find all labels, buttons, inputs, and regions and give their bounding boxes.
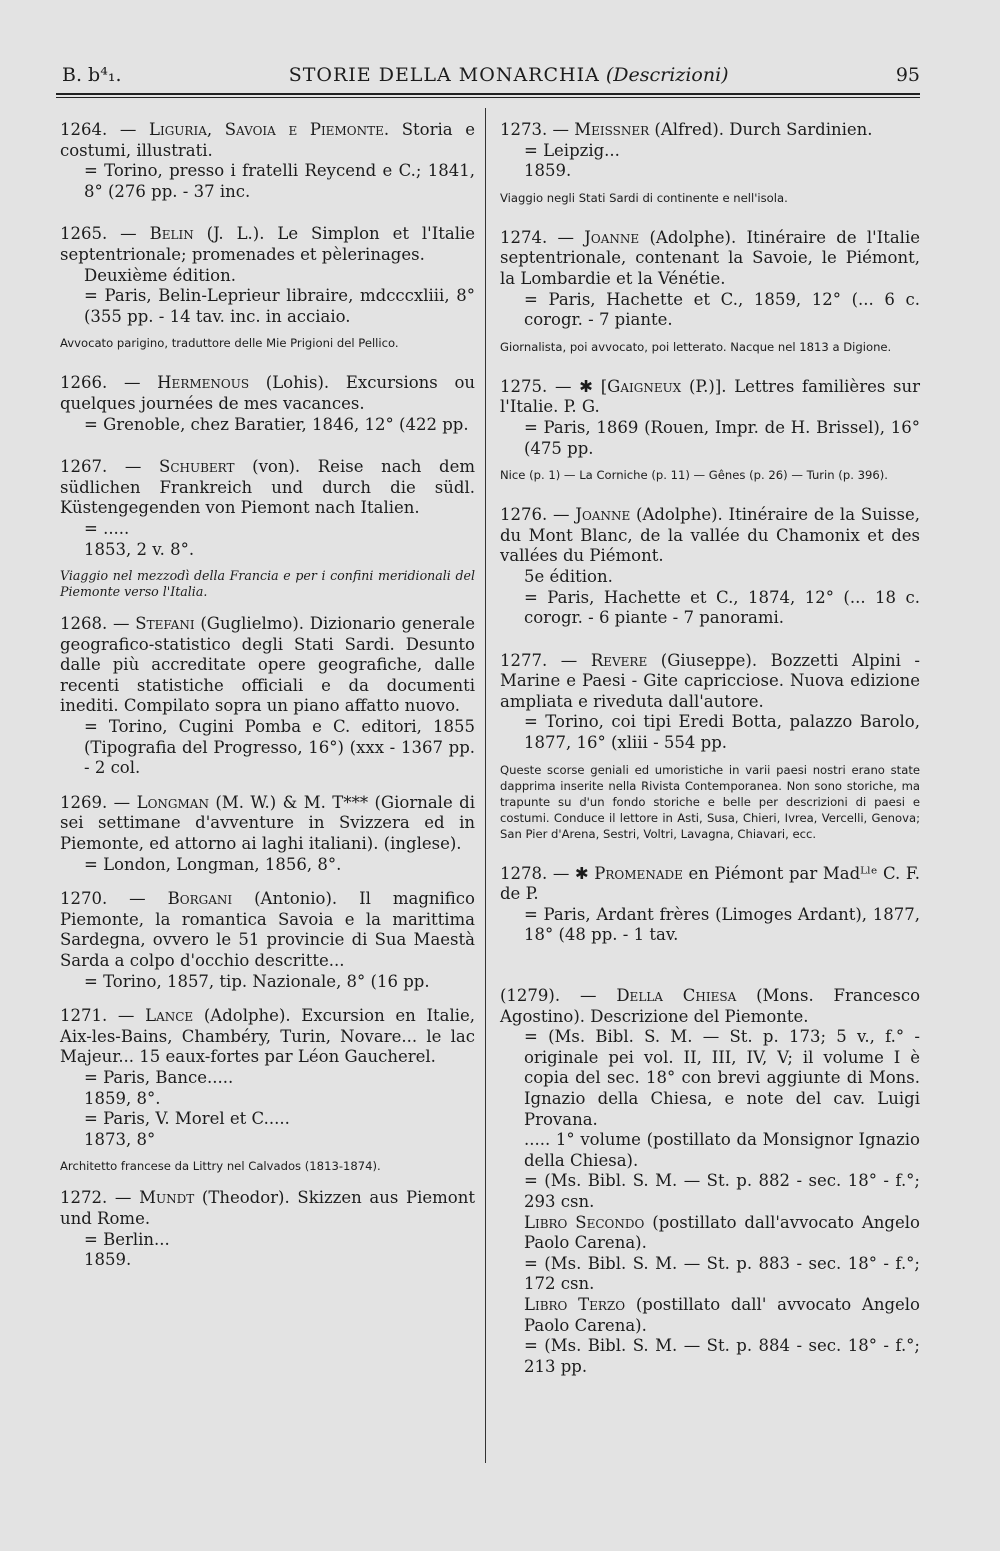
entry-author: Belin	[149, 224, 194, 244]
entry-imprint: = Paris, Hachette et C., 1874, 12° (... 18 c. corogr. - 6 piante - 7 panorami.	[524, 587, 920, 628]
entry-1271	[60, 1006, 475, 1150]
running-title-sub: (Descrizioni)	[605, 64, 729, 86]
entry-1265	[60, 224, 475, 327]
entry-imprint: = Paris, V. Morel et C.....	[84, 1109, 290, 1129]
entry-1270	[60, 889, 475, 992]
entry-number: 1278. — ✱	[500, 863, 589, 883]
entry-title: (Adolphe). Itinéraire de la Suisse, du Mont Blanc, de la vallée du Chamonix et des vallées du Piémont.	[500, 505, 920, 566]
entry-title: (Guglielmo). Dizionario generale geografico-statistico degli Stati Sardi. Desunto dalle più accreditate opere geografiche, dalle recenti statistiche officiali e da documenti inediti. Compilato sopra un piano affatto nuovo.	[60, 614, 476, 716]
entry-number: (1279). —	[500, 986, 597, 1006]
entry-imprint-year: 1859, 8°.	[84, 1088, 161, 1108]
entry-number: 1276. —	[500, 505, 570, 525]
entry-title: (M. W.) & M. T*** (Giornale di sei settimane d'avventure in Svizzera ed in Piemonte, ed attorno ai laghi italiani). (inglese).	[60, 792, 475, 854]
entry-imprint: = (Ms. Bibl. S. M. — St. p. 883 - sec. 18° - f.°; 172 csn.	[524, 1253, 920, 1294]
entry-imprint: = Paris, 1869 (Rouen, Impr. de H. Brissel), 16° (475 pp.	[524, 417, 920, 458]
entry-imprint: = Berlin...	[84, 1229, 170, 1249]
entry-imprint-year: 1853, 2 v. 8°.	[84, 539, 195, 559]
entry-imprint: = Torino, Cugini Pomba e C. editori, 1855 (Tipografia del Progresso, 16°) (xxx - 1367 pp. - 2 col.	[84, 717, 475, 778]
entry-1276	[500, 505, 920, 629]
entry-author: Promenade	[594, 863, 683, 883]
entry-note: Viaggio nel mezzodì della Francia e per i confini meridionali del Piemonte verso l'Italia.	[60, 568, 475, 600]
column-divider	[485, 108, 486, 1463]
entry-number: 1270. —	[60, 889, 146, 909]
entry-1267	[60, 457, 475, 560]
entry-author: Borgani	[167, 889, 233, 909]
entry-author: Schubert	[159, 457, 235, 477]
entry-imprint: = (Ms. Bibl. S. M. — St. p. 882 - sec. 18° - f.°; 293 csn.	[524, 1171, 920, 1211]
entry-imprint: = Paris, Hachette et C., 1859, 12° (... 6 c. corogr. - 7 piante.	[524, 289, 920, 330]
entry-title: (Antonio). Il magnifico Piemonte, la romantica Savoia e la marittima Sardegna, ovvero le 51 provincie di Sua Maestà Sarda a colpo d'occhio descritte...	[60, 889, 475, 970]
entry-note: Avvocato parigino, traduttore delle Mie Prigioni del Pellico.	[60, 336, 399, 351]
entry-author: Longman	[136, 792, 209, 812]
entry-number: 1277. —	[500, 650, 578, 670]
book-heading: Libro Terzo	[524, 1294, 626, 1314]
entry-author: Meissner	[574, 120, 650, 139]
entry-1264	[60, 120, 475, 202]
entry-number: 1269. —	[60, 792, 131, 812]
page-number: 95	[895, 64, 920, 86]
entry-imprint: = London, Longman, 1856, 8°.	[84, 854, 342, 874]
entry-title: (Giuseppe). Bozzetti Alpini - Marine e Paesi - Gite capricciose. Nuova edizione ampliata e riveduta dall'autore.	[500, 650, 920, 711]
entry-edition: Deuxième édition.	[84, 265, 236, 285]
entry-volume: ..... 1° volume (postillato da Monsignor Ignazio della Chiesa).	[524, 1130, 920, 1170]
entry-author: Liguria, Savoia e Piemonte.	[149, 120, 390, 139]
header-rule-thick	[56, 93, 920, 95]
entry-1272	[60, 1188, 475, 1270]
entry-1275	[500, 377, 920, 459]
running-header	[62, 58, 920, 92]
entry-imprint: = Paris, Belin-Leprieur libraire, mdcccxliii, 8° (355 pp. - 14 tav. inc. in acciaio.	[84, 286, 475, 326]
book-text: (postillato dall' avvocato Angelo Paolo Carena).	[524, 1294, 920, 1335]
entry-author: Della Chiesa	[616, 986, 737, 1006]
entry-author: Mundt	[139, 1188, 195, 1208]
book-text: (postillato dall'avvocato Angelo Paolo Carena).	[524, 1212, 920, 1253]
entry-number: 1264. —	[60, 120, 137, 139]
entry-imprint: = Paris, Bance.....	[84, 1067, 234, 1087]
entry-number: 1273. —	[500, 120, 569, 139]
entry-title: (J. L.). Le Simplon et l'Italie septentrionale; promenades et pèlerinages.	[60, 224, 476, 264]
entry-title: (von). Reise nach dem südlichen Frankreich und durch die südl. Küstengegenden von Piemont nach Italien.	[60, 457, 476, 518]
entry-title: en Piémont par Madᴸˡᵉ C. F. de P.	[500, 863, 920, 904]
entry-book-3	[500, 1295, 920, 1336]
entry-title: (Theodor). Skizzen aus Piemont und Rome.	[60, 1188, 475, 1228]
entry-title: (Adolphe). Excursion en Italie, Aix-les-Bains, Chambéry, Turin, Novare... le lac Majeur... 15 eaux-fortes par Léon Gaucherel.	[60, 1006, 476, 1067]
entry-author: Revere	[590, 650, 648, 670]
entry-note: Nice (p. 1) — La Corniche (p. 11) — Gênes (p. 26) — Turin (p. 396).	[500, 468, 888, 483]
entry-imprint: = Grenoble, chez Baratier, 1846, 12° (422 pp.	[84, 414, 469, 434]
entry-imprint: = .....	[84, 518, 130, 538]
entry-1266	[60, 373, 475, 435]
header-rule-thin	[56, 97, 920, 98]
entry-imprint: = Paris, Ardant frères (Limoges Ardant), 1877, 18° (48 pp. - 1 tav.	[524, 904, 920, 945]
entry-1277	[500, 651, 920, 754]
entry-title: (Adolphe). Itinéraire de l'Italie septentrionale, contenant la Savoie, le Piémont, la Lombardie et la Vénétie.	[500, 227, 920, 288]
entry-1273	[500, 120, 920, 182]
left-column	[60, 120, 475, 1271]
entry-book-2	[500, 1213, 920, 1254]
entry-title: (Lohis). Excursions ou quelques journées de mes vacances.	[60, 373, 476, 413]
entry-author: Hermenous	[157, 373, 250, 393]
entry-title: (P.)]. Lettres familières sur l'Italie. P. G.	[500, 376, 921, 417]
entry-number: 1267. —	[60, 457, 142, 477]
entry-author: [Gaigneux	[600, 376, 682, 396]
entry-imprint: = Torino, coi tipi Eredi Botta, palazzo Barolo, 1877, 16° (xliii - 554 pp.	[524, 712, 920, 753]
entry-imprint-year: 1873, 8°	[84, 1129, 156, 1149]
entry-number: 1274. —	[500, 227, 575, 247]
entry-title: (Mons. Francesco Agostino). Descrizione del Piemonte.	[500, 986, 920, 1026]
entry-author: Stefani	[135, 614, 195, 634]
book-heading: Libro Secondo	[524, 1212, 645, 1232]
entry-author: Lance	[145, 1006, 194, 1026]
entry-number: 1271. —	[60, 1006, 135, 1026]
right-column	[500, 120, 920, 1377]
signature-mark: B. b⁴₁.	[62, 64, 122, 86]
entry-title: Storia e costumi, illustrati.	[60, 120, 475, 160]
entry-1274	[500, 228, 920, 331]
entry-imprint-year: 1859.	[524, 161, 572, 181]
entry-note: Viaggio negli Stati Sardi di continente e nell'isola.	[500, 190, 788, 205]
running-title	[289, 64, 729, 86]
entry-imprint: = Torino, 1857, tip. Nazionale, 8° (16 pp.	[84, 971, 430, 991]
entry-note: Architetto francese da Littry nel Calvados (1813-1874).	[60, 1159, 381, 1174]
entry-number: 1268. —	[60, 614, 130, 634]
entry-note: Queste scorse geniali ed umoristiche in varii paesi nostri erano state dapprima inserite nella Rivista Contemporanea. Non sono storiche, ma trapunte su d'un fondo storiche e belle per descrizioni di paesi e costumi. Conduce il lettore in Asti, Susa, Chieri, Ivrea, Vercelli, Genova; San Pier d'Arena, Sestri, Voltri, Lavagna, Chiavari, ecc.	[500, 762, 920, 841]
entry-author: Joanne	[575, 505, 631, 525]
entry-note: Giornalista, poi avvocato, poi letterato. Nacque nel 1813 a Digione.	[500, 339, 892, 354]
entry-1268	[60, 614, 475, 779]
entry-author: Joanne	[584, 227, 640, 247]
entry-number: 1265. —	[60, 224, 137, 244]
entry-1279	[500, 986, 920, 1377]
entry-imprint: = Leipzig...	[524, 140, 620, 160]
entry-1269	[60, 793, 475, 875]
entry-1278	[500, 864, 920, 946]
entry-number: 1266. —	[60, 373, 141, 393]
entry-number: 1275. — ✱	[500, 376, 593, 396]
entry-imprint: = (Ms. Bibl. S. M. — St. p. 884 - sec. 18° - f.°; 213 pp.	[524, 1336, 920, 1376]
entry-number: 1272. —	[60, 1188, 132, 1208]
running-title-main: STORIE DELLA MONARCHIA	[288, 64, 600, 86]
entry-imprint-year: 1859.	[84, 1250, 132, 1270]
entry-title: (Alfred). Durch Sardinien.	[649, 120, 873, 139]
entry-edition: 5e édition.	[524, 566, 613, 586]
entry-imprint: = Torino, presso i fratelli Reycend e C.; 1841, 8° (276 pp. - 37 inc.	[84, 161, 475, 201]
entry-imprint: = (Ms. Bibl. S. M. — St. p. 173; 5 v., f.° - originale pei vol. II, III, IV, V; il volume I è copia del sec. 18° con brevi aggiunte di Mons. Ignazio della Chiesa, e note del cav. Luigi Provana.	[524, 1027, 920, 1129]
